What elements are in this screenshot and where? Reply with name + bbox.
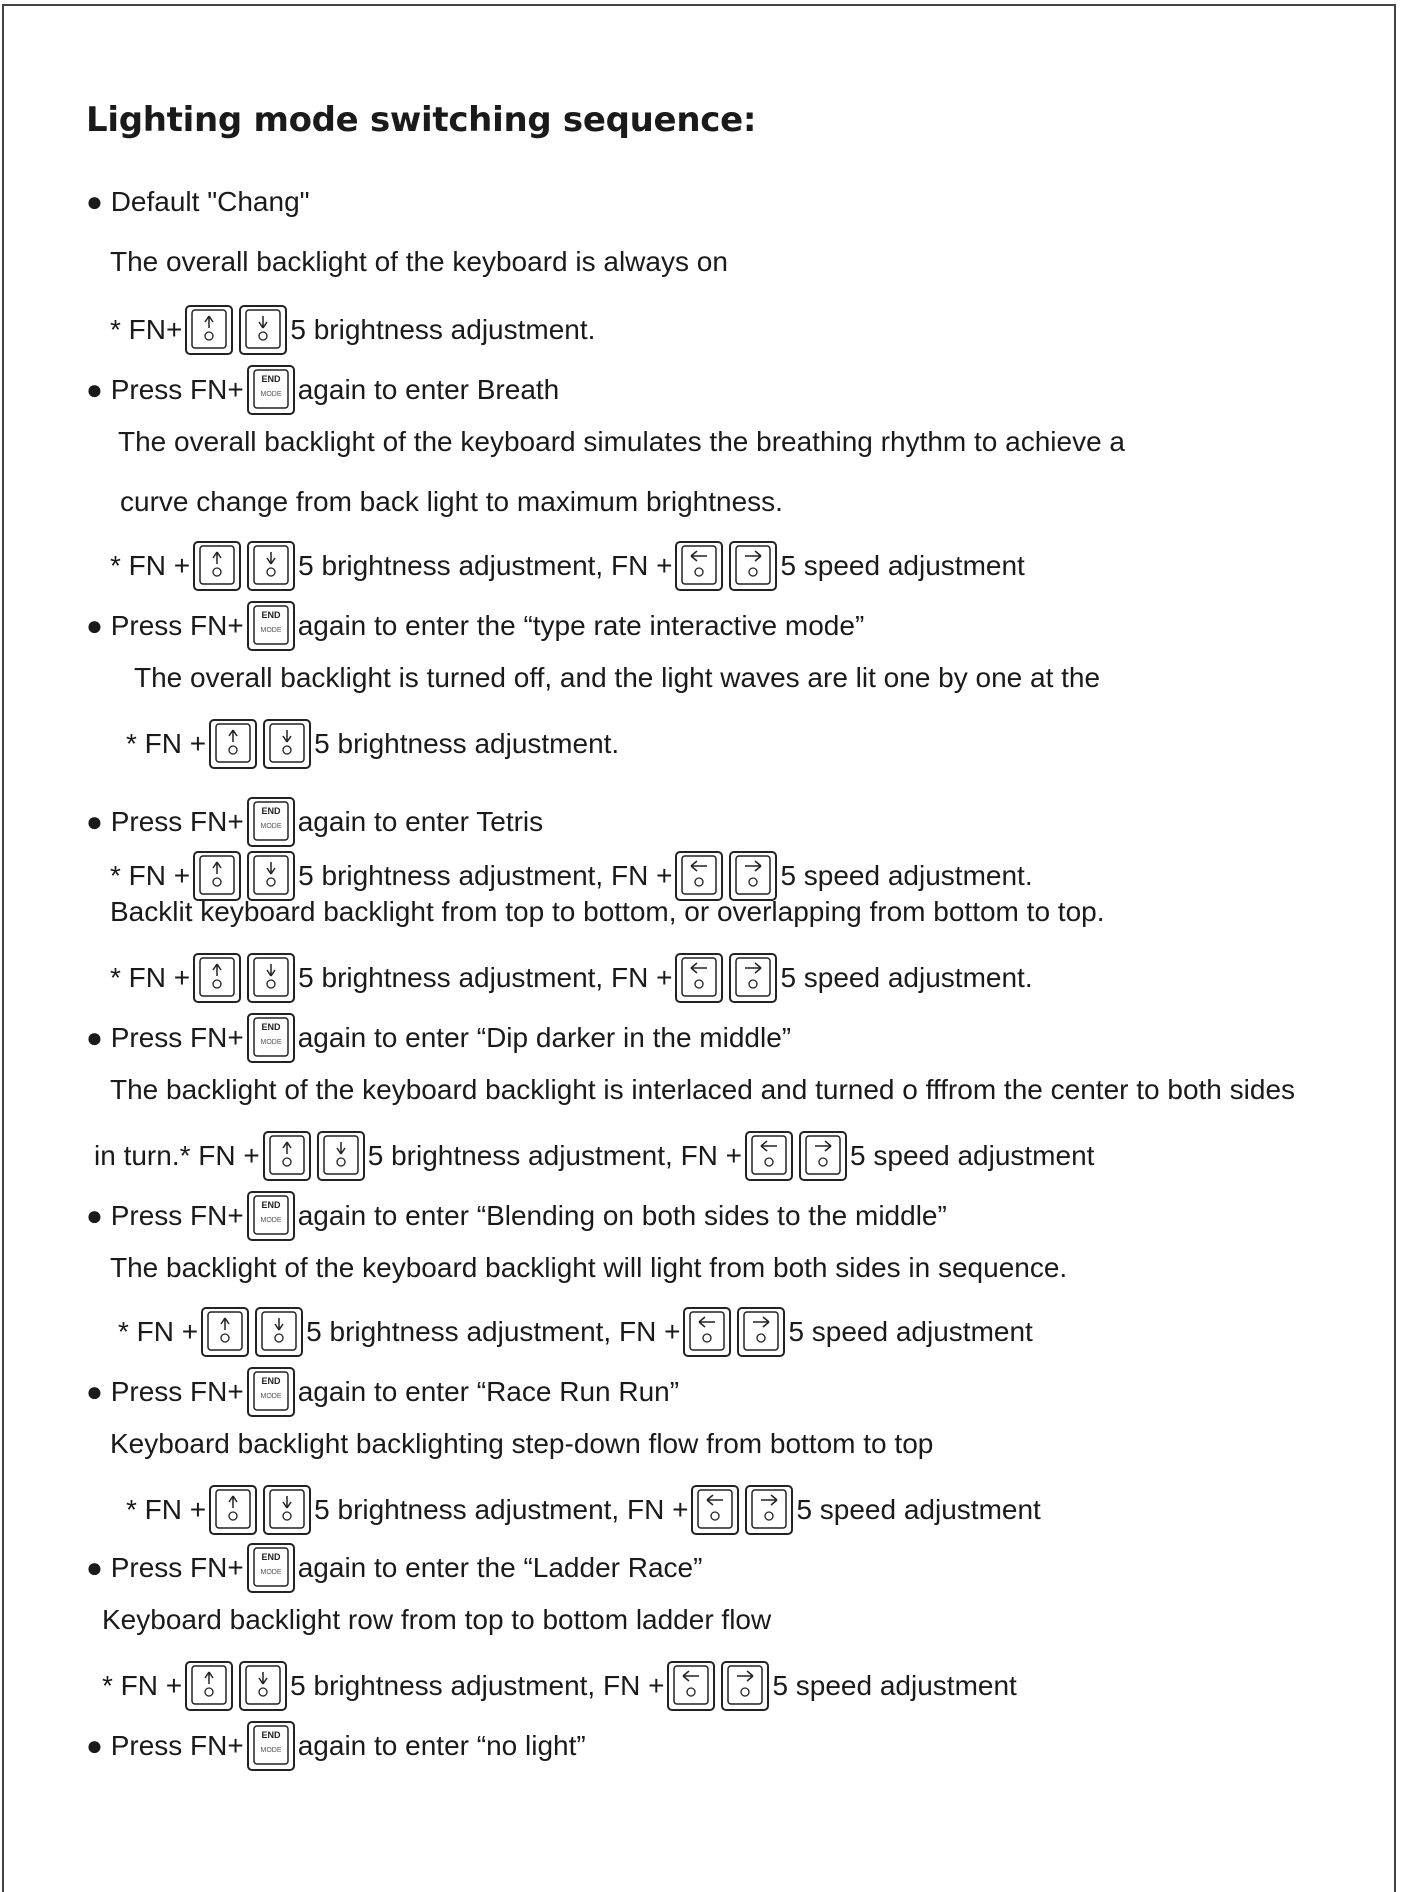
speed-right-key-icon — [728, 540, 778, 592]
speed-left-key-icon — [666, 1660, 716, 1712]
description-line: The overall backlight of the keyboard simulates the breathing rhythm to achieve a — [118, 426, 1126, 457]
speed-right-key-icon — [798, 1130, 848, 1182]
brightness-speed-line: * FN + 5 brightness adjustment, FN + 5 speed adjustment — [102, 1660, 1017, 1712]
brightness-up-key-icon — [184, 1660, 234, 1712]
brightness-up-key-icon — [192, 540, 242, 592]
brightness-down-key-icon — [254, 1306, 304, 1358]
page-title: Lighting mode switching sequence: — [86, 100, 757, 140]
speed-right-key-icon — [744, 1484, 794, 1536]
end-mode-key-icon — [246, 1190, 296, 1242]
speed-right-key-icon — [728, 952, 778, 1004]
bullet-tetris: ● Press FN+ END MODE again to enter Tetris — [86, 796, 543, 848]
brightness-up-key-icon — [262, 1130, 312, 1182]
speed-right-key-icon — [736, 1306, 786, 1358]
brightness-speed-line: * FN + 5 brightness adjustment, FN + 5 speed adjustment — [126, 1484, 1041, 1536]
brightness-up-key-icon — [208, 1484, 258, 1536]
description-line: Backlit keyboard backlight from top to bottom, or overlapping from bottom to top. — [110, 896, 1105, 927]
brightness-down-key-icon — [238, 1660, 288, 1712]
description-line: Keyboard backlight row from top to bottom ladder flow — [102, 1604, 772, 1635]
svg-text:END: END — [261, 374, 281, 384]
end-mode-key-icon — [246, 1366, 296, 1418]
svg-text:MODE: MODE — [260, 823, 282, 830]
speed-left-key-icon — [682, 1306, 732, 1358]
speed-left-key-icon — [674, 540, 724, 592]
brightness-up-key-icon — [184, 304, 234, 356]
svg-text:END: END — [261, 1376, 281, 1386]
brightness-line: * FN+ 5 brightness adjustment. — [110, 304, 595, 356]
brightness-line: * FN + 5 brightness adjustment. — [126, 718, 619, 770]
description-line: Keyboard backlight backlighting step-down flow from bottom to top — [110, 1428, 934, 1459]
svg-text:END: END — [261, 806, 281, 816]
brightness-down-key-icon — [262, 718, 312, 770]
bullet-blending: ● Press FN+ END MODE again to enter “Blending on both sides to the middle” — [86, 1190, 947, 1242]
description-line: The backlight of the keyboard backlight will light from both sides in sequence. — [110, 1252, 1068, 1283]
svg-text:MODE: MODE — [260, 1039, 282, 1046]
bullet-dot: ● — [86, 186, 103, 217]
brightness-speed-line: * FN + 5 brightness adjustment, FN + 5 speed adjustment. — [110, 850, 1033, 902]
brightness-down-key-icon — [246, 952, 296, 1004]
brightness-speed-line: * FN + 5 brightness adjustment, FN + 5 speed adjustment — [118, 1306, 1033, 1358]
description-line: curve change from back light to maximum brightness. — [120, 486, 783, 517]
speed-left-key-icon — [744, 1130, 794, 1182]
brightness-down-key-icon — [262, 1484, 312, 1536]
bullet-no-light: ● Press FN+ END MODE again to enter “no light” — [86, 1720, 586, 1772]
svg-text:MODE: MODE — [260, 1747, 282, 1754]
speed-right-key-icon — [720, 1660, 770, 1712]
end-mode-key-icon — [246, 1720, 296, 1772]
svg-text:MODE: MODE — [260, 391, 282, 398]
bullet-race-run-run: ● Press FN+ END MODE again to enter “Race Run Run” — [86, 1366, 679, 1418]
end-mode-key-icon — [246, 364, 296, 416]
svg-text:END: END — [261, 1552, 281, 1562]
brightness-speed-line: * FN + 5 brightness adjustment, FN + 5 speed adjustment. — [110, 952, 1033, 1004]
description-line: The overall backlight of the keyboard is always on — [110, 246, 728, 277]
brightness-up-key-icon — [208, 718, 258, 770]
bullet-default-chang — [86, 184, 310, 220]
brightness-down-key-icon — [246, 540, 296, 592]
brightness-down-key-icon — [316, 1130, 366, 1182]
bullet-type-rate: ● Press FN+ END MODE again to enter the “type rate interactive mode” — [86, 600, 864, 652]
speed-left-key-icon — [690, 1484, 740, 1536]
svg-text:END: END — [261, 610, 281, 620]
description-line: The overall backlight is turned off, and the light waves are lit one by one at the — [134, 662, 1101, 693]
bullet-breath: ● Press FN+ END MODE again to enter Breath — [86, 364, 559, 416]
speed-left-key-icon — [674, 952, 724, 1004]
svg-text:END: END — [261, 1730, 281, 1740]
svg-text:MODE: MODE — [260, 1569, 282, 1576]
bullet-dip-darker: ● Press FN+ END MODE again to enter “Dip darker in the middle” — [86, 1012, 791, 1064]
end-mode-key-icon — [246, 796, 296, 848]
brightness-speed-line: * FN + 5 brightness adjustment, FN + 5 speed adjustment — [110, 540, 1025, 592]
brightness-down-key-icon — [238, 304, 288, 356]
end-mode-key-icon — [246, 600, 296, 652]
bullet-ladder-race: ● Press FN+ END MODE again to enter the “Ladder Race” — [86, 1542, 702, 1594]
svg-text:END: END — [261, 1022, 281, 1032]
description-line: The backlight of the keyboard backlight is interlaced and turned o fffrom the center to both sides — [110, 1074, 1296, 1105]
end-mode-key-icon — [246, 1542, 296, 1594]
line-text: Default "Chang" — [110, 186, 310, 217]
brightness-up-key-icon — [192, 952, 242, 1004]
svg-text:MODE: MODE — [260, 1217, 282, 1224]
svg-text:MODE: MODE — [260, 1393, 282, 1400]
end-mode-key-icon — [246, 1012, 296, 1064]
svg-text:END: END — [261, 1200, 281, 1210]
brightness-speed-line: in turn.* FN + 5 brightness adjustment, FN + 5 speed adjustment — [94, 1130, 1094, 1182]
svg-text:MODE: MODE — [260, 627, 282, 634]
brightness-up-key-icon — [200, 1306, 250, 1358]
